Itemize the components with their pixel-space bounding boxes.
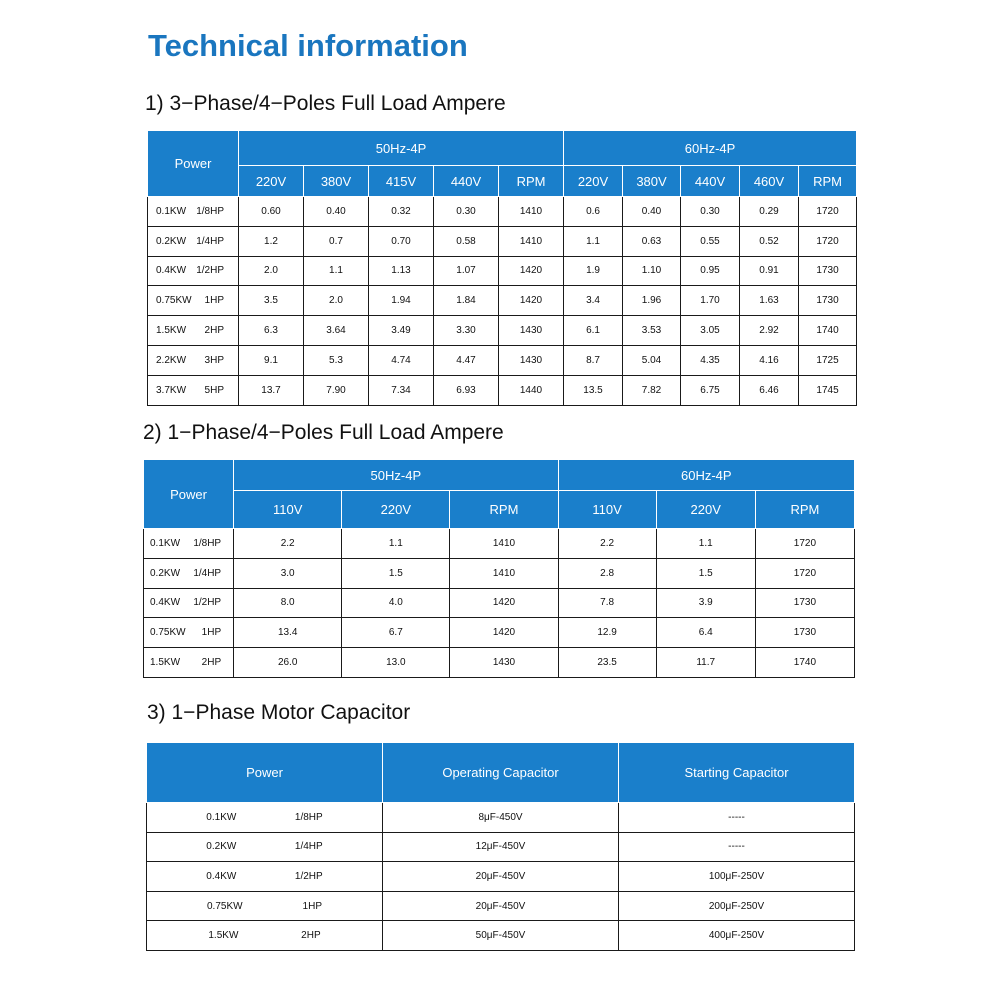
value-cell: 0.58 xyxy=(434,226,499,256)
value-cell: 4.35 xyxy=(681,345,740,375)
value-cell: 1410 xyxy=(499,197,564,227)
column-header: 380V xyxy=(623,166,681,197)
power-values xyxy=(144,538,233,549)
table-row xyxy=(148,226,857,256)
power-cell xyxy=(147,832,383,862)
power-values xyxy=(144,627,233,638)
power-cell xyxy=(148,226,239,256)
hp-value: 2HP xyxy=(301,930,321,942)
table-row xyxy=(147,891,855,921)
hp-value: 1/2HP xyxy=(193,597,222,609)
power-values xyxy=(148,325,238,336)
power-cell xyxy=(148,256,239,286)
value-cell: 1.07 xyxy=(434,256,499,286)
value-cell: 1740 xyxy=(799,316,857,346)
value-cell: 1420 xyxy=(450,588,558,618)
power-values xyxy=(144,597,233,608)
value-cell: 3.64 xyxy=(304,316,369,346)
value-cell: 2.0 xyxy=(304,286,369,316)
kw-value: 0.75KW xyxy=(150,627,186,639)
table-row xyxy=(147,921,855,951)
power-cell xyxy=(144,588,234,618)
power-cell xyxy=(144,648,234,678)
power-cell xyxy=(144,558,234,588)
value-cell: 0.30 xyxy=(681,197,740,227)
value-cell: 3.5 xyxy=(239,286,304,316)
value-cell: 7.8 xyxy=(558,588,656,618)
table-row xyxy=(144,648,855,678)
value-cell: 1730 xyxy=(755,588,854,618)
value-cell: 3.53 xyxy=(623,316,681,346)
column-header: RPM xyxy=(450,491,558,529)
hp-value: 1HP xyxy=(204,295,224,307)
value-cell: 1.5 xyxy=(656,558,755,588)
hp-value: 1/8HP xyxy=(193,537,222,549)
value-cell: 0.40 xyxy=(623,197,681,227)
value-cell: 1725 xyxy=(799,345,857,375)
kw-value: 0.1KW xyxy=(206,811,237,823)
column-header: 220V xyxy=(656,491,755,529)
power-values xyxy=(144,568,233,579)
value-cell: 23.5 xyxy=(558,648,656,678)
power-values xyxy=(147,901,382,912)
value-cell: 3.0 xyxy=(234,558,342,588)
value-cell: 1720 xyxy=(755,529,854,559)
value-cell: 0.63 xyxy=(623,226,681,256)
hp-value: 1/4HP xyxy=(193,567,222,579)
column-header: RPM xyxy=(755,491,854,529)
kw-value: 0.4KW xyxy=(206,870,237,882)
hp-value: 1/2HP xyxy=(196,265,224,277)
value-cell: 2.2 xyxy=(234,529,342,559)
kw-value: 0.1KW xyxy=(156,205,187,217)
kw-value: 0.75KW xyxy=(156,295,192,307)
value-cell: 4.16 xyxy=(740,345,799,375)
power-values xyxy=(147,930,382,941)
single-phase-ampere-table xyxy=(143,459,855,678)
value-cell: 7.34 xyxy=(369,375,434,405)
three-phase-ampere-table xyxy=(147,130,857,406)
value-cell: 7.82 xyxy=(623,375,681,405)
value-cell: 0.70 xyxy=(369,226,434,256)
kw-value: 0.4KW xyxy=(150,597,181,609)
power-cell xyxy=(148,345,239,375)
header-row xyxy=(147,743,855,803)
power-values xyxy=(144,657,233,668)
value-cell: 6.7 xyxy=(342,618,450,648)
value-cell: 6.75 xyxy=(681,375,740,405)
value-cell: 1420 xyxy=(499,256,564,286)
value-cell: 1.5 xyxy=(342,558,450,588)
hp-value: 2HP xyxy=(204,325,224,337)
value-cell: 2.2 xyxy=(558,529,656,559)
value-cell: 1.94 xyxy=(369,286,434,316)
power-header: Power xyxy=(147,743,383,803)
group-header-50hz: 50Hz-4P xyxy=(239,131,564,166)
power-values xyxy=(148,206,238,217)
value-cell: 2.92 xyxy=(740,316,799,346)
kw-value: 1.5KW xyxy=(156,325,187,337)
power-cell xyxy=(148,286,239,316)
operating-capacitor-cell: 50μF-450V xyxy=(383,921,619,951)
kw-value: 0.75KW xyxy=(206,900,243,912)
value-cell: 1410 xyxy=(499,226,564,256)
table-row xyxy=(144,529,855,559)
hp-value: 5HP xyxy=(204,384,224,396)
value-cell: 1.70 xyxy=(681,286,740,316)
value-cell: 4.0 xyxy=(342,588,450,618)
value-cell: 9.1 xyxy=(239,345,304,375)
table-row xyxy=(148,256,857,286)
power-header: Power xyxy=(144,460,234,529)
power-values xyxy=(148,385,238,396)
power-cell xyxy=(147,921,383,951)
power-values xyxy=(147,841,382,852)
value-cell: 1.63 xyxy=(740,286,799,316)
power-cell xyxy=(147,862,383,892)
value-cell: 3.05 xyxy=(681,316,740,346)
kw-value: 1.5KW xyxy=(208,930,239,942)
starting-capacitor-cell: ----- xyxy=(619,803,855,833)
header-row-groups xyxy=(144,460,855,491)
value-cell: 1430 xyxy=(499,316,564,346)
power-header: Power xyxy=(148,131,239,197)
column-header: 415V xyxy=(369,166,434,197)
value-cell: 5.04 xyxy=(623,345,681,375)
hp-value: 1/2HP xyxy=(294,870,323,882)
motor-capacitor-table xyxy=(146,742,855,951)
value-cell: 1420 xyxy=(499,286,564,316)
value-cell: 6.93 xyxy=(434,375,499,405)
value-cell: 7.90 xyxy=(304,375,369,405)
value-cell: 1420 xyxy=(450,618,558,648)
value-cell: 3.30 xyxy=(434,316,499,346)
starting-capacitor-cell: 400μF-250V xyxy=(619,921,855,951)
power-cell xyxy=(148,316,239,346)
value-cell: 0.30 xyxy=(434,197,499,227)
power-values xyxy=(147,812,382,823)
value-cell: 3.9 xyxy=(656,588,755,618)
value-cell: 1740 xyxy=(755,648,854,678)
kw-value: 0.2KW xyxy=(156,235,187,247)
value-cell: 1.13 xyxy=(369,256,434,286)
value-cell: 13.4 xyxy=(234,618,342,648)
table-row xyxy=(144,558,855,588)
value-cell: 1.96 xyxy=(623,286,681,316)
value-cell: 1430 xyxy=(450,648,558,678)
table-row xyxy=(144,588,855,618)
value-cell: 13.0 xyxy=(342,648,450,678)
power-cell xyxy=(144,618,234,648)
value-cell: 13.5 xyxy=(564,375,623,405)
value-cell: 1730 xyxy=(799,256,857,286)
operating-capacitor-cell: 12μF-450V xyxy=(383,832,619,862)
section-1-heading: 1) 3−Phase/4−Poles Full Load Ampere xyxy=(145,92,506,115)
starting-capacitor-cell: 100μF-250V xyxy=(619,862,855,892)
column-header: 380V xyxy=(304,166,369,197)
value-cell: 0.52 xyxy=(740,226,799,256)
value-cell: 0.6 xyxy=(564,197,623,227)
power-values xyxy=(147,871,382,882)
value-cell: 1.9 xyxy=(564,256,623,286)
kw-value: 0.4KW xyxy=(156,265,187,277)
table-row xyxy=(147,862,855,892)
kw-value: 1.5KW xyxy=(150,657,181,669)
table-row xyxy=(148,375,857,405)
kw-value: 0.2KW xyxy=(206,841,237,853)
table-row xyxy=(148,197,857,227)
value-cell: 1.1 xyxy=(564,226,623,256)
value-cell: 1720 xyxy=(799,197,857,227)
group-header-60hz: 60Hz-4P xyxy=(564,131,857,166)
value-cell: 1.1 xyxy=(304,256,369,286)
hp-value: 1/8HP xyxy=(294,811,323,823)
group-header-60hz: 60Hz-4P xyxy=(558,460,854,491)
table-row xyxy=(148,316,857,346)
value-cell: 0.95 xyxy=(681,256,740,286)
value-cell: 1730 xyxy=(799,286,857,316)
operating-capacitor-cell: 20μF-450V xyxy=(383,862,619,892)
operating-capacitor-cell: 20μF-450V xyxy=(383,891,619,921)
value-cell: 8.0 xyxy=(234,588,342,618)
table-row xyxy=(144,618,855,648)
value-cell: 13.7 xyxy=(239,375,304,405)
power-cell xyxy=(148,375,239,405)
value-cell: 1.10 xyxy=(623,256,681,286)
column-header: 220V xyxy=(239,166,304,197)
hp-value: 3HP xyxy=(204,354,224,366)
value-cell: 0.60 xyxy=(239,197,304,227)
value-cell: 12.9 xyxy=(558,618,656,648)
section-2-heading: 2) 1−Phase/4−Poles Full Load Ampere xyxy=(143,421,504,444)
value-cell: 1.1 xyxy=(656,529,755,559)
value-cell: 4.47 xyxy=(434,345,499,375)
kw-value: 2.2KW xyxy=(156,354,187,366)
value-cell: 6.3 xyxy=(239,316,304,346)
column-header: RPM xyxy=(799,166,857,197)
hp-value: 1/4HP xyxy=(294,841,323,853)
value-cell: 1.84 xyxy=(434,286,499,316)
kw-value: 0.1KW xyxy=(150,537,181,549)
value-cell: 1.1 xyxy=(342,529,450,559)
value-cell: 5.3 xyxy=(304,345,369,375)
column-header: 110V xyxy=(234,491,342,529)
value-cell: 0.40 xyxy=(304,197,369,227)
value-cell: 2.8 xyxy=(558,558,656,588)
table-row xyxy=(147,832,855,862)
value-cell: 0.55 xyxy=(681,226,740,256)
power-values xyxy=(148,295,238,306)
power-values xyxy=(148,265,238,276)
value-cell: 1430 xyxy=(499,345,564,375)
value-cell: 0.7 xyxy=(304,226,369,256)
starting-capacitor-cell: 200μF-250V xyxy=(619,891,855,921)
value-cell: 4.74 xyxy=(369,345,434,375)
value-cell: 11.7 xyxy=(656,648,755,678)
value-cell: 3.4 xyxy=(564,286,623,316)
table-row xyxy=(148,345,857,375)
value-cell: 2.0 xyxy=(239,256,304,286)
operating-capacitor-header: Operating Capacitor xyxy=(383,743,619,803)
value-cell: 1410 xyxy=(450,529,558,559)
value-cell: 0.91 xyxy=(740,256,799,286)
hp-value: 2HP xyxy=(201,657,222,669)
kw-value: 0.2KW xyxy=(150,567,181,579)
table-row xyxy=(148,286,857,316)
operating-capacitor-cell: 8μF-450V xyxy=(383,803,619,833)
column-header: 220V xyxy=(342,491,450,529)
table-row xyxy=(147,803,855,833)
power-values xyxy=(148,236,238,247)
section-3-heading: 3) 1−Phase Motor Capacitor xyxy=(147,701,411,724)
group-header-50hz: 50Hz-4P xyxy=(234,460,558,491)
power-cell xyxy=(147,803,383,833)
value-cell: 26.0 xyxy=(234,648,342,678)
kw-value: 3.7KW xyxy=(156,384,187,396)
value-cell: 3.49 xyxy=(369,316,434,346)
value-cell: 1720 xyxy=(755,558,854,588)
page-title: Technical information xyxy=(148,28,468,63)
starting-capacitor-cell: ----- xyxy=(619,832,855,862)
column-header: 440V xyxy=(681,166,740,197)
header-row-voltages xyxy=(144,491,855,529)
header-row-groups xyxy=(148,131,857,166)
hp-value: 1HP xyxy=(302,900,322,912)
value-cell: 6.4 xyxy=(656,618,755,648)
value-cell: 1730 xyxy=(755,618,854,648)
power-cell xyxy=(144,529,234,559)
value-cell: 1410 xyxy=(450,558,558,588)
value-cell: 1.2 xyxy=(239,226,304,256)
column-header: RPM xyxy=(499,166,564,197)
starting-capacitor-header: Starting Capacitor xyxy=(619,743,855,803)
value-cell: 1720 xyxy=(799,226,857,256)
value-cell: 8.7 xyxy=(564,345,623,375)
value-cell: 0.29 xyxy=(740,197,799,227)
power-values xyxy=(148,355,238,366)
hp-value: 1/4HP xyxy=(196,235,224,247)
hp-value: 1HP xyxy=(201,627,222,639)
value-cell: 1745 xyxy=(799,375,857,405)
value-cell: 0.32 xyxy=(369,197,434,227)
power-cell xyxy=(147,891,383,921)
column-header: 220V xyxy=(564,166,623,197)
value-cell: 1440 xyxy=(499,375,564,405)
column-header: 110V xyxy=(558,491,656,529)
value-cell: 6.46 xyxy=(740,375,799,405)
header-row-voltages xyxy=(148,166,857,197)
hp-value: 1/8HP xyxy=(196,205,224,217)
value-cell: 6.1 xyxy=(564,316,623,346)
column-header: 440V xyxy=(434,166,499,197)
power-cell xyxy=(148,197,239,227)
column-header: 460V xyxy=(740,166,799,197)
